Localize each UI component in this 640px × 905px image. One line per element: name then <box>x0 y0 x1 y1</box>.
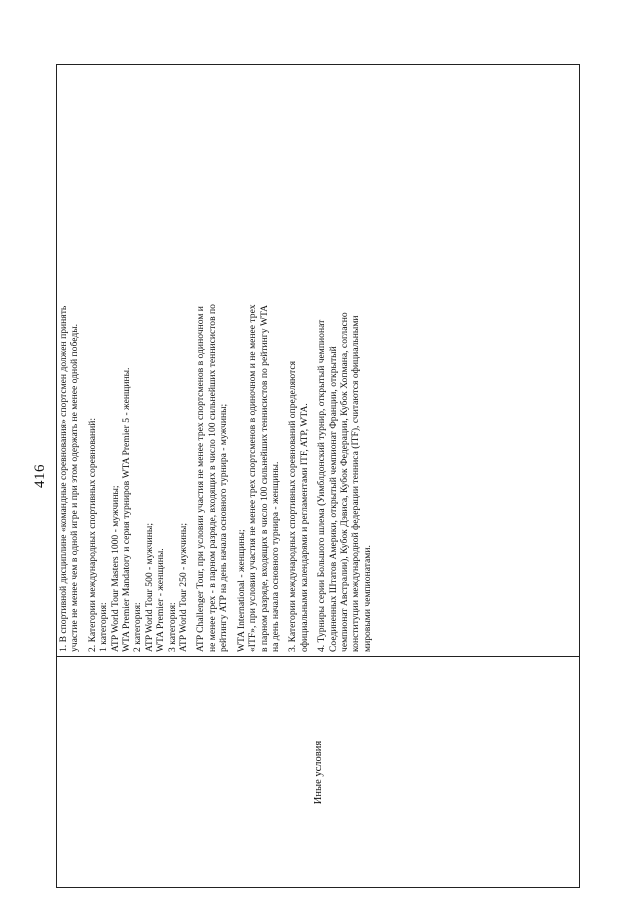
text-line: ATP Challenger Tour, при условии участия не менее трех спортсменов в одиночном и <box>195 306 207 652</box>
text-line: WTA Premier - женщины. <box>155 548 167 652</box>
text-line: рейтингу ATP на день начала основного турнира - мужчины; <box>218 403 230 652</box>
content-cell <box>57 65 580 657</box>
table-row <box>57 65 580 888</box>
page-number: 416 <box>32 464 48 488</box>
text-line: 2 категория: <box>132 602 144 652</box>
text-line: 3 категория: <box>166 602 178 652</box>
text-line: ATP World Tour 500 - мужчины; <box>143 523 155 652</box>
text-line: в парном разряде, входящих в число 100 сильнейших теннисистов по рейтингу WTA <box>258 304 270 652</box>
paragraph <box>287 69 310 652</box>
text-line: «ITF», при условии участия не менее трех спортсменов в одиночном и не менее трех <box>247 304 259 652</box>
text-line: ATP World Tour Masters 1000 - мужчины; <box>109 485 121 652</box>
label-cell <box>57 657 580 888</box>
text-line: чемпионат Австралии), Кубок Дэвиса, Кубок Федерации, Кубок Хопмана, согласно <box>338 312 350 652</box>
paragraph <box>58 69 81 652</box>
row-label: Иные условия <box>312 740 324 805</box>
conditions-table <box>56 64 580 888</box>
text-line: ATP World Tour 250 - мужчины; <box>178 523 190 652</box>
paragraph <box>87 69 190 652</box>
rotated-page <box>32 64 580 888</box>
text-line: 4. Турниры серии Большого шлема (Уимблдонский турнир, открытый чемпионат <box>316 319 328 652</box>
text-line: на день начала основного турнира - женщины. <box>269 461 281 652</box>
text-line: 2. Категории международных спортивных соревнований: <box>86 417 98 652</box>
paragraph <box>236 69 282 652</box>
text-line: 3. Категории международных спортивных соревнований определяются <box>287 360 299 652</box>
text-line: WTA International - женщины; <box>235 529 247 652</box>
text-line: WTA Premier Mandatory и серия турниров WTA Premier 5 - женщины. <box>121 367 133 652</box>
paragraph <box>195 69 229 652</box>
paragraph <box>316 69 373 652</box>
text-line: конституции международной федерации тенниса (ITF), считаются официальными <box>350 315 362 652</box>
text-line: не менее трех - в парном разряде, входящих в число 100 сильнейших теннисистов по <box>206 304 218 652</box>
conditions-text <box>57 65 373 656</box>
text-line: мировыми чемпионатами. <box>361 545 373 652</box>
text-line: 1 категория: <box>98 602 110 652</box>
text-line: официальными календарями и регламентами ITF, ATP, WTA. <box>298 403 310 652</box>
text-line: Соединенных Штатов Америки, открытый чемпионат Франции, открытый <box>327 346 339 652</box>
text-line: участие не менее чем в одной игре и при этом одержать не менее одной победы. <box>69 323 81 652</box>
text-line: 1. В спортивной дисциплине «командные соревнования» спортсмен должен принять <box>58 305 69 652</box>
